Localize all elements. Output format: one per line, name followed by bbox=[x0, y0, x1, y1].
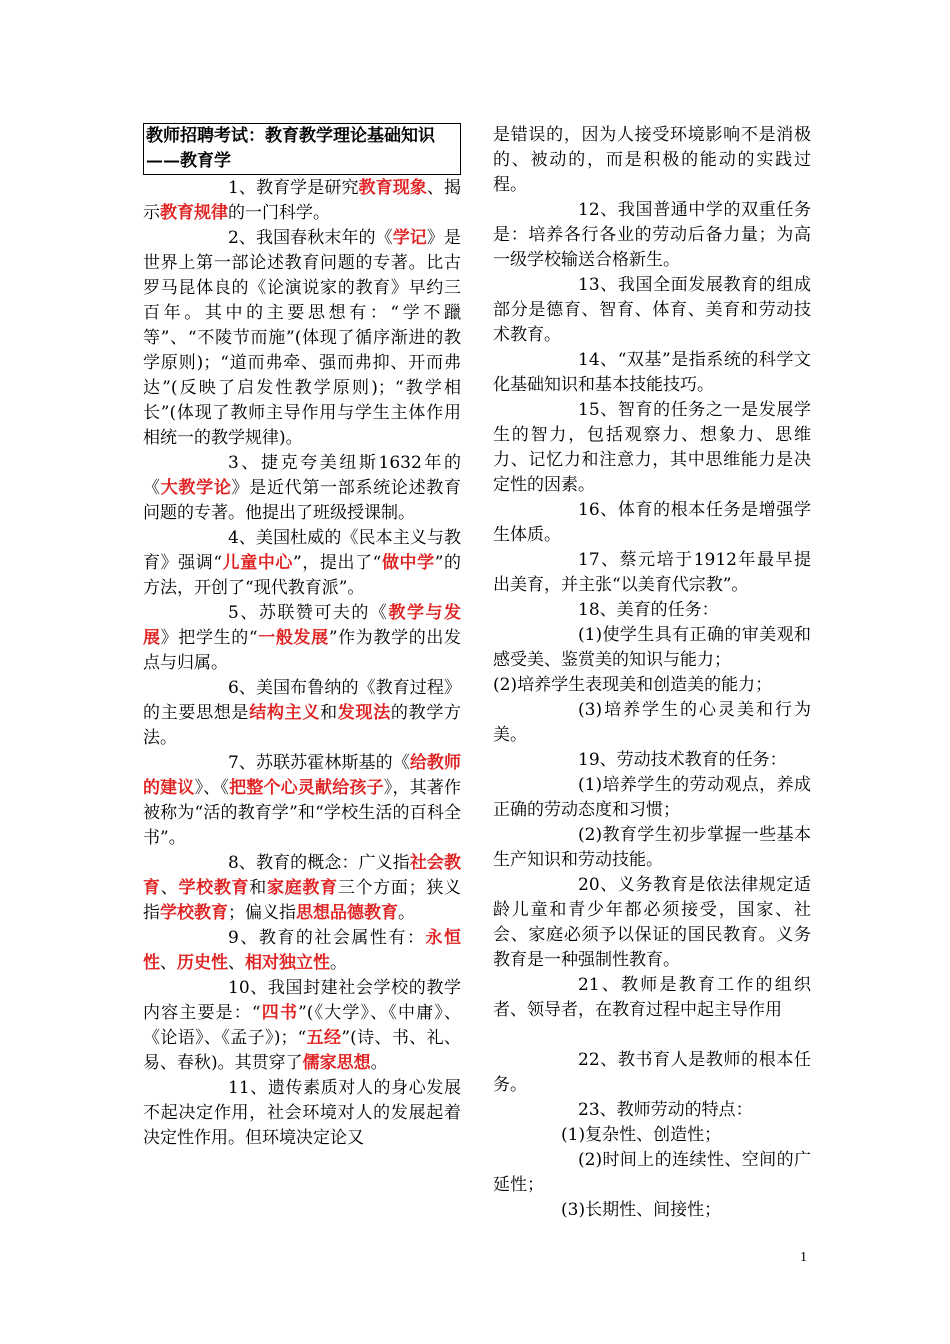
highlighted-term: 教育规律 bbox=[160, 203, 228, 223]
text-run: (3)培养学生的心灵美和行为美。 bbox=[493, 700, 811, 745]
text-run: 23、教师劳动的特点： bbox=[578, 1100, 753, 1120]
text-run: 4、美国杜威的《民本主义与教育》强调“ bbox=[143, 528, 461, 573]
text-run: 22、教书育人是教师的根本任务。 bbox=[493, 1050, 811, 1095]
highlighted-term: 社会教育 bbox=[143, 853, 461, 898]
text-run: (2)培养学生表现美和创造美的能力； bbox=[493, 675, 773, 695]
text-run: 》，其著作被称为“活的教育学”和“学校生活的百科全书”。 bbox=[143, 778, 462, 848]
text-run: 9、教育的社会属性有： bbox=[228, 928, 426, 948]
highlighted-term: 把整个心灵献给孩子 bbox=[229, 778, 384, 798]
text-run: 》、《 bbox=[194, 778, 230, 798]
text-run: 》是世界上第一部论述教育问题的专著。比古罗马昆体良的《论演说家的教育》早约三百年。其中的主要思想有：“学不躐等”、“不陵节而施”(体现了循序渐进的教学原则)；“道而弗牵、强而弗抑、开而弗达”(反映了启发性教学原则)；“教学相长”(体现了教师主导作用与学生主体作用相统一的教学规律)。 bbox=[143, 228, 461, 448]
paragraph-p7 bbox=[143, 751, 461, 851]
text-run: (1)使学生具有正确的审美观和感受美、鉴赏美的知识与能力； bbox=[493, 625, 811, 670]
text-run: 5、苏联赞可夫的《 bbox=[228, 603, 389, 623]
text-run: (3)长期性、间接性； bbox=[561, 1200, 722, 1220]
paragraph-r21 bbox=[493, 1198, 811, 1223]
highlighted-term: 永恒性 bbox=[143, 928, 461, 973]
paragraph-r10 bbox=[493, 673, 811, 698]
text-run: 1、教育学是研究 bbox=[228, 178, 359, 198]
page-number: 1 bbox=[800, 1250, 807, 1265]
paragraph-r18 bbox=[493, 1098, 811, 1123]
text-run: 三个方面；狭义指 bbox=[143, 878, 462, 923]
paragraph-p9 bbox=[143, 926, 461, 976]
paragraph-p5 bbox=[143, 601, 461, 676]
paragraph-r14 bbox=[493, 823, 811, 873]
text-run: (1)培养学生的劳动观点，养成正确的劳动态度和习惯； bbox=[493, 775, 811, 820]
paragraph-r16 bbox=[493, 973, 811, 1023]
paragraph-p6 bbox=[143, 676, 461, 751]
paragraph-r4 bbox=[493, 348, 811, 398]
highlighted-term: 教学与发展 bbox=[143, 603, 461, 648]
text-run: 和 bbox=[249, 878, 267, 898]
highlighted-term: 学校教育 bbox=[178, 878, 250, 898]
text-run: ”，提出了“ bbox=[293, 553, 382, 573]
text-run: 11、遗传素质对人的身心发展不起决定作用，社会环境对人的发展起着决定性作用。但环境决定论又 bbox=[143, 1078, 461, 1148]
text-run: 21、教师是教育工作的组织者、领导者，在教育过程中起主导作用 bbox=[493, 975, 811, 1020]
text-run: 》是近代第一部系统论述教育问题的专著。他提出了班级授课制。 bbox=[143, 478, 462, 523]
text-run: 、 bbox=[160, 878, 179, 898]
paragraph-r15 bbox=[493, 873, 811, 973]
paragraph-p8 bbox=[143, 851, 461, 926]
paragraph-r20 bbox=[493, 1148, 811, 1198]
paragraph-r13 bbox=[493, 773, 811, 823]
text-run: 15、智育的任务之一是发展学生的智力，包括观察力、想象力、思维力、记忆力和注意力，其中思维能力是决定性的因素。 bbox=[493, 400, 811, 495]
document-title: 教师招聘考试：教育教学理论基础知识——教育学 bbox=[143, 123, 461, 175]
text-run: 》把学生的“ bbox=[160, 628, 258, 648]
text-run: 20、义务教育是依法律规定适龄儿童和青少年都必须接受，国家、社会、家庭必须予以保证的国民教育。义务教育是一种强制性教育。 bbox=[493, 875, 811, 970]
highlighted-term: 学校教育 bbox=[160, 903, 228, 923]
highlighted-term: 教育现象 bbox=[358, 178, 427, 198]
text-run: 、 bbox=[228, 953, 245, 973]
text-run: 13、我国全面发展教育的组成部分是德育、智育、体育、美育和劳动技术教育。 bbox=[493, 275, 811, 345]
text-run: ”(《大学》、《中庸》、《论语》、《孟子》)；“ bbox=[143, 1003, 461, 1048]
paragraph-gap bbox=[493, 1023, 811, 1048]
paragraph-r5 bbox=[493, 398, 811, 498]
text-run: 是错误的，因为人接受环境影响不是消极的、被动的，而是积极的能动的实践过程。 bbox=[493, 125, 811, 195]
paragraph-r19 bbox=[493, 1123, 811, 1148]
text-run: 。 bbox=[330, 953, 347, 973]
text-run: ”作为教学的出发点与归属。 bbox=[143, 628, 462, 673]
text-run: 2、我国春秋末年的《 bbox=[228, 228, 393, 248]
text-run: 19、劳动技术教育的任务： bbox=[578, 750, 787, 770]
left-paragraphs bbox=[143, 176, 461, 1151]
paragraph-r17 bbox=[493, 1048, 811, 1098]
right-paragraphs bbox=[493, 123, 811, 1223]
highlighted-term: 家庭教育 bbox=[266, 878, 338, 898]
right-column bbox=[493, 123, 811, 1223]
text-run: ”(诗、书、礼、易、春秋)。其贯穿了 bbox=[143, 1028, 461, 1073]
paragraph-p1 bbox=[143, 176, 461, 226]
paragraph-r2 bbox=[493, 198, 811, 273]
text-run: 、 bbox=[160, 953, 177, 973]
text-run: 7、苏联苏霍林斯基的《 bbox=[228, 753, 410, 773]
paragraph-r3 bbox=[493, 273, 811, 348]
text-run: 17、蔡元培于1912年最早提出美育，并主张“以美育代宗教”。 bbox=[493, 550, 811, 595]
highlighted-term: 历史性 bbox=[177, 953, 228, 973]
highlighted-term: 学记 bbox=[392, 228, 427, 248]
paragraph-p10 bbox=[143, 976, 461, 1076]
highlighted-term: 四书 bbox=[260, 1003, 299, 1023]
highlighted-term: 思想品德教育 bbox=[296, 903, 398, 923]
text-run: 。 bbox=[398, 903, 415, 923]
highlighted-term: 一般发展 bbox=[257, 628, 329, 648]
paragraph-r1 bbox=[493, 123, 811, 198]
text-run: (2)教育学生初步掌握一些基本生产知识和劳动技能。 bbox=[493, 825, 811, 870]
text-run: 的教学方法。 bbox=[143, 703, 462, 748]
text-run: (2)时间上的连续性、空间的广延性； bbox=[493, 1150, 811, 1195]
highlighted-term: 结构主义 bbox=[249, 703, 321, 723]
highlighted-term: 大教学论 bbox=[160, 478, 232, 498]
text-run: 14、“双基”是指系统的科学文化基础知识和基本技能技巧。 bbox=[493, 350, 811, 395]
text-run: 18、美育的任务： bbox=[578, 600, 719, 620]
text-run: 和 bbox=[320, 703, 338, 723]
paragraph-r12 bbox=[493, 748, 811, 773]
highlighted-term: 儿童中心 bbox=[222, 553, 294, 573]
text-run: 10、我国封建社会学校的教学内容主要是：“ bbox=[143, 978, 461, 1023]
text-run: 、揭示 bbox=[143, 178, 462, 223]
text-run: 6、美国布鲁纳的《教育过程》的主要思想是 bbox=[143, 678, 461, 723]
paragraph-r9 bbox=[493, 623, 811, 673]
highlighted-term: 五经 bbox=[306, 1028, 342, 1048]
paragraph-p11 bbox=[143, 1076, 461, 1151]
left-column bbox=[143, 123, 461, 1151]
text-run: 8、教育的概念：广义指 bbox=[228, 853, 410, 873]
paragraph-r7 bbox=[493, 548, 811, 598]
highlighted-term: 做中学 bbox=[381, 553, 435, 573]
highlighted-term: 相对独立性 bbox=[245, 953, 330, 973]
text-run: 3、捷克夸美纽斯1632年的《 bbox=[143, 453, 461, 498]
highlighted-term: 发现法 bbox=[337, 703, 391, 723]
text-run: 。 bbox=[370, 1053, 388, 1073]
text-run: 的一门科学。 bbox=[228, 203, 330, 223]
paragraph-r11 bbox=[493, 698, 811, 748]
paragraph-p4 bbox=[143, 526, 461, 601]
paragraph-r6 bbox=[493, 498, 811, 548]
paragraph-r8 bbox=[493, 598, 811, 623]
text-run: (1)复杂性、创造性； bbox=[561, 1125, 722, 1145]
text-run: 12、我国普通中学的双重任务是：培养各行各业的劳动后备力量；为高一级学校输送合格新生。 bbox=[493, 200, 811, 270]
text-run: ”的方法，开创了“现代教育派”。 bbox=[143, 553, 461, 598]
paragraph-p2 bbox=[143, 226, 461, 451]
paragraph-p3 bbox=[143, 451, 461, 526]
highlighted-term: 儒家思想 bbox=[302, 1053, 371, 1073]
text-run: ；偏义指 bbox=[228, 903, 296, 923]
highlighted-term: 给教师的建议 bbox=[143, 753, 461, 798]
text-run: 16、体育的根本任务是增强学生体质。 bbox=[493, 500, 811, 545]
